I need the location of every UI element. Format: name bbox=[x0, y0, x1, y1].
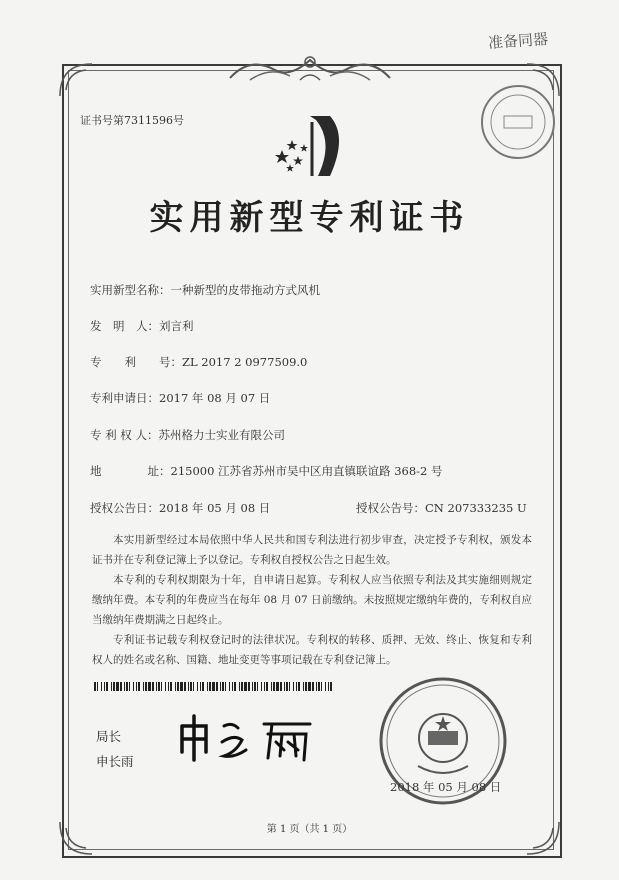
address-row bbox=[90, 463, 443, 479]
utility-name-value: 一种新型的皮带拖动方式风机 bbox=[170, 283, 320, 297]
inventor-row bbox=[90, 318, 194, 334]
utility-name-row bbox=[90, 282, 320, 298]
utility-name-label: 实用新型名称： bbox=[90, 283, 171, 297]
patent-number-value: ZL 2017 2 0977509.0 bbox=[182, 355, 308, 369]
paragraph-registry: 专利证书记载专利权登记时的法律状况。专利权的转移、质押、无效、终止、恢复和专利权人的姓名或名称、国籍、地址变更等事项记载在专利登记簿上。 bbox=[92, 634, 532, 666]
grant-number-row bbox=[356, 500, 527, 516]
paragraph-grant: 本实用新型经过本局依照中华人民共和国专利法进行初步审查，决定授予专利权，颁发本证书并在专利登记簿上予以登记。专利权自授权公告之日起生效。 bbox=[92, 534, 532, 566]
director-title: 局长 bbox=[96, 729, 122, 744]
grant-date-row bbox=[90, 500, 270, 516]
handwritten-note: 准备同器 bbox=[487, 29, 549, 53]
office-stamp-icon bbox=[478, 82, 558, 162]
grant-number-value: CN 207333235 U bbox=[425, 501, 527, 515]
grant-date-label: 授权公告日： bbox=[90, 501, 159, 515]
director-name: 申长雨 bbox=[96, 754, 134, 769]
corner-ornament-icon bbox=[56, 60, 96, 100]
grant-number-label: 授权公告号： bbox=[356, 501, 425, 515]
inventor-label: 发 明 人： bbox=[90, 319, 159, 333]
patentee-label: 专 利 权 人： bbox=[90, 428, 159, 442]
certificate-number: 证书号第7311596号 bbox=[80, 114, 184, 127]
paragraph-term: 本专利的专利权期限为十年，自申请日起算。专利权人应当依照专利法及其实施细则规定缴纳年费。本专利的年费应当在每年 08 月 07 日前缴纳。未按照规定缴纳年费的，专利权自应当缴纳年费期满之日起终止。 bbox=[92, 574, 532, 626]
address-label: 地 址： bbox=[90, 464, 171, 478]
page-footer: 第 1 页（共 1 页） bbox=[266, 824, 353, 835]
page-title: 实用新型专利证书 bbox=[149, 198, 470, 238]
barcode-icon bbox=[94, 682, 334, 691]
patent-number-label: 专 利 号： bbox=[90, 355, 182, 369]
inventor-value: 刘言利 bbox=[159, 319, 194, 333]
grant-date-value: 2018 年 05 月 08 日 bbox=[159, 501, 271, 515]
certificate-body bbox=[92, 530, 532, 670]
seal-date: 2018 年 05 月 08 日 bbox=[390, 780, 502, 794]
patentee-value: 苏州格力士实业有限公司 bbox=[158, 428, 285, 442]
director-signature-icon bbox=[172, 712, 322, 764]
patentee-row bbox=[90, 427, 285, 443]
filing-date-value: 2017 年 08 月 07 日 bbox=[159, 391, 271, 405]
top-ornament-icon bbox=[220, 50, 400, 86]
patent-office-logo-icon bbox=[268, 112, 358, 184]
filing-date-label: 专利申请日： bbox=[90, 391, 159, 405]
patent-number-row bbox=[90, 354, 307, 370]
filing-date-row bbox=[90, 390, 270, 406]
address-value: 215000 江苏省苏州市吴中区甪直镇联谊路 368-2 号 bbox=[170, 464, 443, 478]
